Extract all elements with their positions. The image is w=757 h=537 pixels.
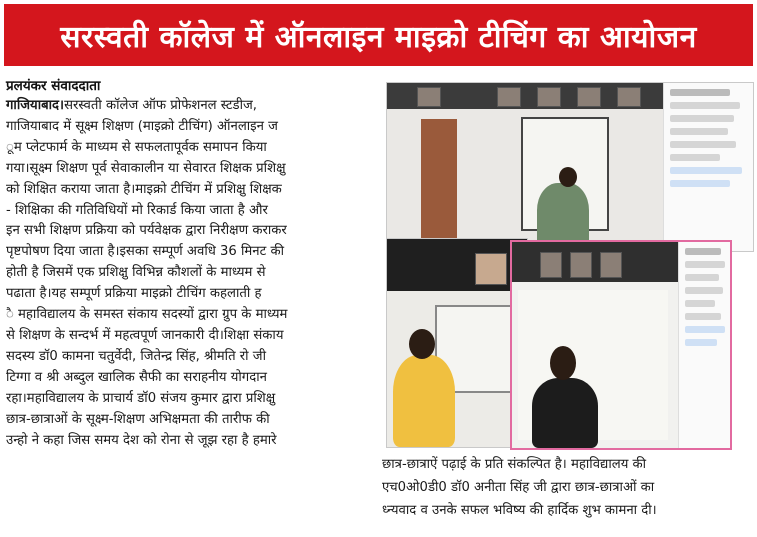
article-line: उन्हो ने कहा जिस समय देश को रोना से जूझ रहा है हमारे bbox=[6, 432, 277, 448]
video-tile bbox=[540, 252, 562, 278]
article-line: इन सभी शिक्षण प्रक्रिया को पर्यवेक्षक द्वारा निरीक्षण कराकर bbox=[6, 223, 287, 239]
video-tile bbox=[497, 87, 521, 107]
article-line: ूम प्लेटफार्म के माध्यम से सफलतापूर्वक समापन किया bbox=[6, 139, 267, 155]
teacher-head bbox=[409, 329, 435, 359]
video-tile bbox=[600, 252, 622, 278]
video-tile bbox=[617, 87, 641, 107]
dateline: गाजियाबाद। bbox=[6, 98, 65, 113]
meeting-screenshot-bottom-right bbox=[510, 240, 732, 450]
byline: प्रलयंकर संवाददाता bbox=[6, 78, 101, 94]
student-figure bbox=[532, 378, 598, 448]
article-line: ध्न्यवाद व उनके सफल भविष्य की हार्दिक शुभ कामना दी। bbox=[382, 503, 657, 518]
article-column-right bbox=[382, 453, 750, 522]
article-line: गया।सूक्ष्म शिक्षण पूर्व सेवाकालीन या सेवारत शिक्षक प्रशिक्षु bbox=[6, 160, 286, 176]
article-line: गाजियाबाद।सरस्वती कॉलेज ऑफ प्रोफेशनल स्टडीज, bbox=[6, 98, 257, 113]
participants-panel bbox=[678, 242, 731, 448]
video-tile bbox=[577, 87, 601, 107]
photo-collage bbox=[382, 78, 752, 450]
article-line: गाजियाबाद में सूक्ष्म शिक्षण (माइक्रो टीचिंग) ऑनलाइन ज bbox=[6, 118, 278, 134]
video-tile bbox=[417, 87, 441, 107]
article-line: छात्र-छात्राओं के सूक्ष्म-शिक्षण अभिक्षमता की तारीफ की bbox=[6, 411, 270, 427]
article-line: एच0ओ0डी0 डॉ0 अनीता सिंह जी द्वारा छात्र-छात्राओं का bbox=[382, 480, 655, 495]
article-line: ै महाविद्यालय के समस्त संकाय सदस्यों द्वारा ग्रुप के माध्यम bbox=[6, 307, 288, 323]
video-tiles-bar bbox=[512, 242, 678, 282]
article-line: टिग्गा व श्री अब्दुल खालिक सैफी का सराहनीय योगदान bbox=[6, 369, 267, 385]
teacher-figure bbox=[393, 355, 455, 447]
door bbox=[421, 119, 457, 245]
teacher-head bbox=[559, 167, 577, 187]
video-tile bbox=[475, 253, 507, 285]
article-line: - शिक्षिका की गतिविधियों मो रिकार्ड किया जाता है और bbox=[6, 202, 268, 218]
article-line: से शिक्षण के सन्दर्भ में महत्वपूर्ण जानकारी दी।शिक्षा संकाय bbox=[6, 327, 284, 343]
video-tile bbox=[537, 87, 561, 107]
headline: सरस्वती कॉलेज में ऑनलाइन माइक्रो टीचिंग का आयोजन bbox=[60, 19, 697, 55]
article-line: रहा।महाविद्यालय के प्राचार्य डॉ0 संजय कुमार द्वारा प्रशिक्षु bbox=[6, 390, 276, 406]
article-line: पृष्टपोषण दिया जाता है।इसका सम्पूर्ण अवधि 36 मिनट की bbox=[6, 244, 285, 260]
article-line: होती है जिसमें एक प्रशिक्षु विभिन्न कौशलों के माध्यम से bbox=[6, 265, 266, 281]
headline-banner bbox=[4, 4, 753, 66]
article-line: पढाता है।यह सम्पूर्ण प्रक्रिया माइक्रो टीचिंग कहलाती ह bbox=[6, 286, 262, 302]
article-column-left bbox=[6, 96, 364, 451]
article-line: छात्र-छात्राऐं पढ़ाई के प्रति संकल्पित है। महाविद्यालय की bbox=[382, 457, 647, 472]
participants-panel bbox=[663, 83, 754, 251]
meeting-screenshot-top bbox=[386, 82, 754, 252]
article-line: को शिक्षित कराया जाता है।माइक्रो टीचिंग में प्रशिक्षु शिक्षक bbox=[6, 181, 282, 197]
meeting-screenshot-bottom-left bbox=[386, 238, 528, 448]
article-line: सदस्य डॉ0 कामना चतुर्वेदी, जितेन्द्र सिंह, श्रीमति रो जी bbox=[6, 348, 266, 364]
video-tile bbox=[570, 252, 592, 278]
student-head bbox=[550, 346, 576, 380]
video-tiles-bar bbox=[387, 83, 663, 109]
